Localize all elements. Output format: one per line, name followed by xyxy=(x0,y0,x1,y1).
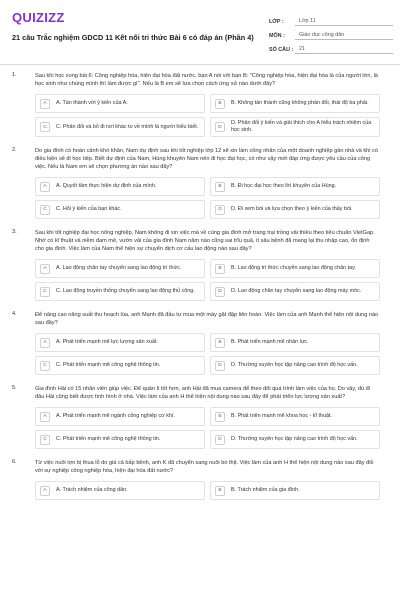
question-text: Sau khi học xong bài 6: Công nghiệp hóa, hiện đại hóa đất nước, bạn A nói với bạn B: "Công nghiệp hóa, hiện đại hóa là của người lớn, là học sinh như chúng mình thì làm được gì". Nếu là B em sẽ lựa chọn cách ứng xử nào dưới đây? xyxy=(35,73,378,87)
option-text: A. Phát triển mạnh mẽ ngành công nghiệp cơ khí. xyxy=(56,413,175,419)
option-text: D. Thường xuyên học tập nâng cao trình độ học vấn. xyxy=(231,436,358,442)
question-number: 2. xyxy=(12,147,17,153)
answer-option[interactable] xyxy=(210,259,380,278)
option-text: A. Tán thành với ý kiến của A. xyxy=(56,100,128,106)
option-text: A. Trách nhiệm của công dân. xyxy=(56,487,128,493)
answer-option[interactable] xyxy=(210,481,380,500)
answer-option[interactable] xyxy=(35,259,205,278)
answer-option[interactable] xyxy=(35,407,205,426)
question-text: Do gia đình có hoàn cảnh khó khăn, Nam dự định sau khi tốt nghiệp lớp 12 sẽ xin làm công nhân của một doanh nghiệp gần nhà và khi có điều kiện sẽ đi học tiếp. Biết dự định của Nam, Hùng khuyên Nam nên đi học đại học, có như vậy mới đáp ứng được yêu cầu của công việc. Nếu là Nam em sẽ chọn phương án nào sau đây? xyxy=(35,148,378,170)
option-text: C. Phát triển mạnh mẽ công nghệ thông tin. xyxy=(56,362,161,368)
option-text: B. Lao động trí thức chuyển sang lao động chân tay. xyxy=(231,265,356,271)
option-letter-box: C xyxy=(40,435,50,445)
option-text: C. Lao động truyền thống chuyển sang lao động thủ công. xyxy=(56,288,195,294)
option-text: D. Đi xem bói và lựa chọn theo ý kiến của thầy bói. xyxy=(231,206,353,212)
question-text: Gia đình Hải có 15 nhân viên giúp việc. Để quản lí tốt hơn, anh Hải đã mua camera để theo dõi quá trình làm việc của họ. Do vậy, dù đi đâu Hải cũng biết được tình hình ở nhà. Việc làm của anh H thể hiện nội dung nào sau đây để phát triển lực lượng sản xuất? xyxy=(35,386,371,400)
option-text: D. Lao động chân tay chuyển sang lao động máy móc. xyxy=(231,288,362,294)
option-letter-box: A xyxy=(40,338,50,348)
answer-option[interactable] xyxy=(210,200,380,219)
option-text: A. Lao động chân tay chuyển sang lao động trí thức. xyxy=(56,265,182,271)
answer-option[interactable] xyxy=(35,430,205,449)
option-letter-box: C xyxy=(40,287,50,297)
option-text: A. Quyết tâm thực hiện dự định của mình. xyxy=(56,183,157,189)
answer-options xyxy=(35,333,380,375)
meta-label: MÔN : xyxy=(269,33,285,39)
option-letter-box: B xyxy=(215,99,225,109)
answer-option[interactable] xyxy=(210,407,380,426)
answer-option[interactable] xyxy=(35,177,205,196)
option-letter-box: B xyxy=(215,182,225,192)
question-item xyxy=(0,459,400,500)
option-letter-box: C xyxy=(40,122,50,132)
answer-option[interactable] xyxy=(210,356,380,375)
option-letter-box: D xyxy=(215,122,225,132)
option-letter-box: B xyxy=(215,264,225,274)
question-item xyxy=(0,229,400,301)
option-letter-box: A xyxy=(40,412,50,422)
option-text: C. Phát triển mạnh mẽ công nghệ thông tin. xyxy=(56,436,161,442)
answer-option[interactable] xyxy=(210,94,380,113)
option-text: D. Thường xuyên học tập nâng cao trình độ học vấn. xyxy=(231,362,358,368)
option-letter-box: A xyxy=(40,486,50,496)
meta-value: Giáo dục công dân xyxy=(295,32,393,40)
answer-option[interactable] xyxy=(35,117,205,137)
header-divider xyxy=(0,64,400,65)
question-text: Để nâng cao năng suất thu hoạch lúa, anh Mạnh đã đầu tư mua một máy gặt đập liên hoàn. Việc làm của anh Mạnh thể hiện nội dung nào sau đây? xyxy=(35,312,379,326)
meta-row-class xyxy=(269,12,393,26)
answer-options xyxy=(35,407,380,449)
answer-options xyxy=(35,94,380,137)
option-letter-box: C xyxy=(40,205,50,215)
option-text: B. Không tán thành cũng không phản đối, thái độ ba phải. xyxy=(231,100,369,106)
question-number: 6. xyxy=(12,459,17,465)
option-text: B. Phát triển mạnh mẽ khoa học - kĩ thuật. xyxy=(231,413,332,419)
answer-option[interactable] xyxy=(35,282,205,301)
option-text: B. Phát triển mạnh mẽ nhân lực. xyxy=(231,339,309,345)
question-item xyxy=(0,311,400,375)
answer-options xyxy=(35,177,380,219)
option-letter-box: D xyxy=(215,287,225,297)
question-list xyxy=(0,72,400,510)
answer-option[interactable] xyxy=(210,177,380,196)
option-letter-box: B xyxy=(215,486,225,496)
answer-option[interactable] xyxy=(35,481,205,500)
question-text: Sau khi tốt nghiệp đại học nông nghiệp, Nam không đi xin việc mà về cùng gia đình mở trang trại trồng vải thiều theo tiêu chuẩn VietGap. Nhờ có kĩ thuật và niềm đam mê, vườn vải của gia đình Nam năm nào cũng sai trĩu quả, ít sâu bệnh đã mang lại thu nhập cao, ổn định cho gia đình. Việc làm của Nam thể hiện sự chuyển dịch cơ cấu lao động nào sau đây? xyxy=(35,230,375,252)
question-item xyxy=(0,147,400,219)
question-item xyxy=(0,72,400,137)
meta-value: Lớp 11 xyxy=(295,18,393,26)
option-text: B. Trách nhiệm của gia đình. xyxy=(231,487,300,493)
answer-option[interactable] xyxy=(210,117,380,137)
answer-options xyxy=(35,259,380,301)
worksheet-header xyxy=(0,0,400,62)
answer-option[interactable] xyxy=(210,430,380,449)
option-letter-box: B xyxy=(215,338,225,348)
answer-option[interactable] xyxy=(35,333,205,352)
option-text: C. Phản đối và bỏ đi nơi khác to về mình là người hiểu biết. xyxy=(56,123,199,130)
question-number: 3. xyxy=(12,229,17,235)
question-item xyxy=(0,385,400,449)
question-number: 4. xyxy=(12,311,17,317)
option-letter-box: D xyxy=(215,435,225,445)
option-letter-box: A xyxy=(40,99,50,109)
option-text: A. Phát triển mạnh mẽ lực lượng sản xuất. xyxy=(56,339,158,345)
option-text: D. Phản đối ý kiến và giải thích cho A hiểu trách nhiệm của học sinh. xyxy=(231,120,372,133)
answer-option[interactable] xyxy=(35,200,205,219)
meta-row-count xyxy=(269,40,393,54)
question-text: Từ việc nuôi lợn bị thua lỗ do giá cả bấp bênh, anh K đã chuyển sang nuôi bò thịt. Việc làm của anh H thể hiện nội dung nào sau đây đối với sự nghiệp công nghiệp hóa, hiện đại hóa đất nước? xyxy=(35,460,374,474)
answer-options xyxy=(35,481,380,500)
question-number: 1. xyxy=(12,72,17,78)
answer-option[interactable] xyxy=(210,282,380,301)
answer-option[interactable] xyxy=(35,356,205,375)
meta-label: LỚP : xyxy=(269,19,284,25)
option-letter-box: C xyxy=(40,361,50,371)
option-text: C. Hỏi ý kiến của bạn khác. xyxy=(56,206,122,212)
option-letter-box: D xyxy=(215,205,225,215)
quizizz-logo: QUIZIZZ xyxy=(12,10,65,25)
meta-label: SỐ CÂU : xyxy=(269,47,294,53)
worksheet-title: 21 câu Trắc nghiệm GDCD 11 Kết nối tri thức Bài 6 có đáp án (Phần 4) xyxy=(12,33,254,42)
option-letter-box: A xyxy=(40,264,50,274)
meta-value: 21 xyxy=(295,46,393,54)
answer-option[interactable] xyxy=(210,333,380,352)
option-letter-box: B xyxy=(215,412,225,422)
option-letter-box: A xyxy=(40,182,50,192)
answer-option[interactable] xyxy=(35,94,205,113)
question-number: 5. xyxy=(12,385,17,391)
option-letter-box: D xyxy=(215,361,225,371)
option-text: B. Đi học đại học theo lời khuyên của Hùng. xyxy=(231,183,337,189)
meta-row-subject xyxy=(269,26,393,40)
worksheet-meta xyxy=(269,12,393,54)
